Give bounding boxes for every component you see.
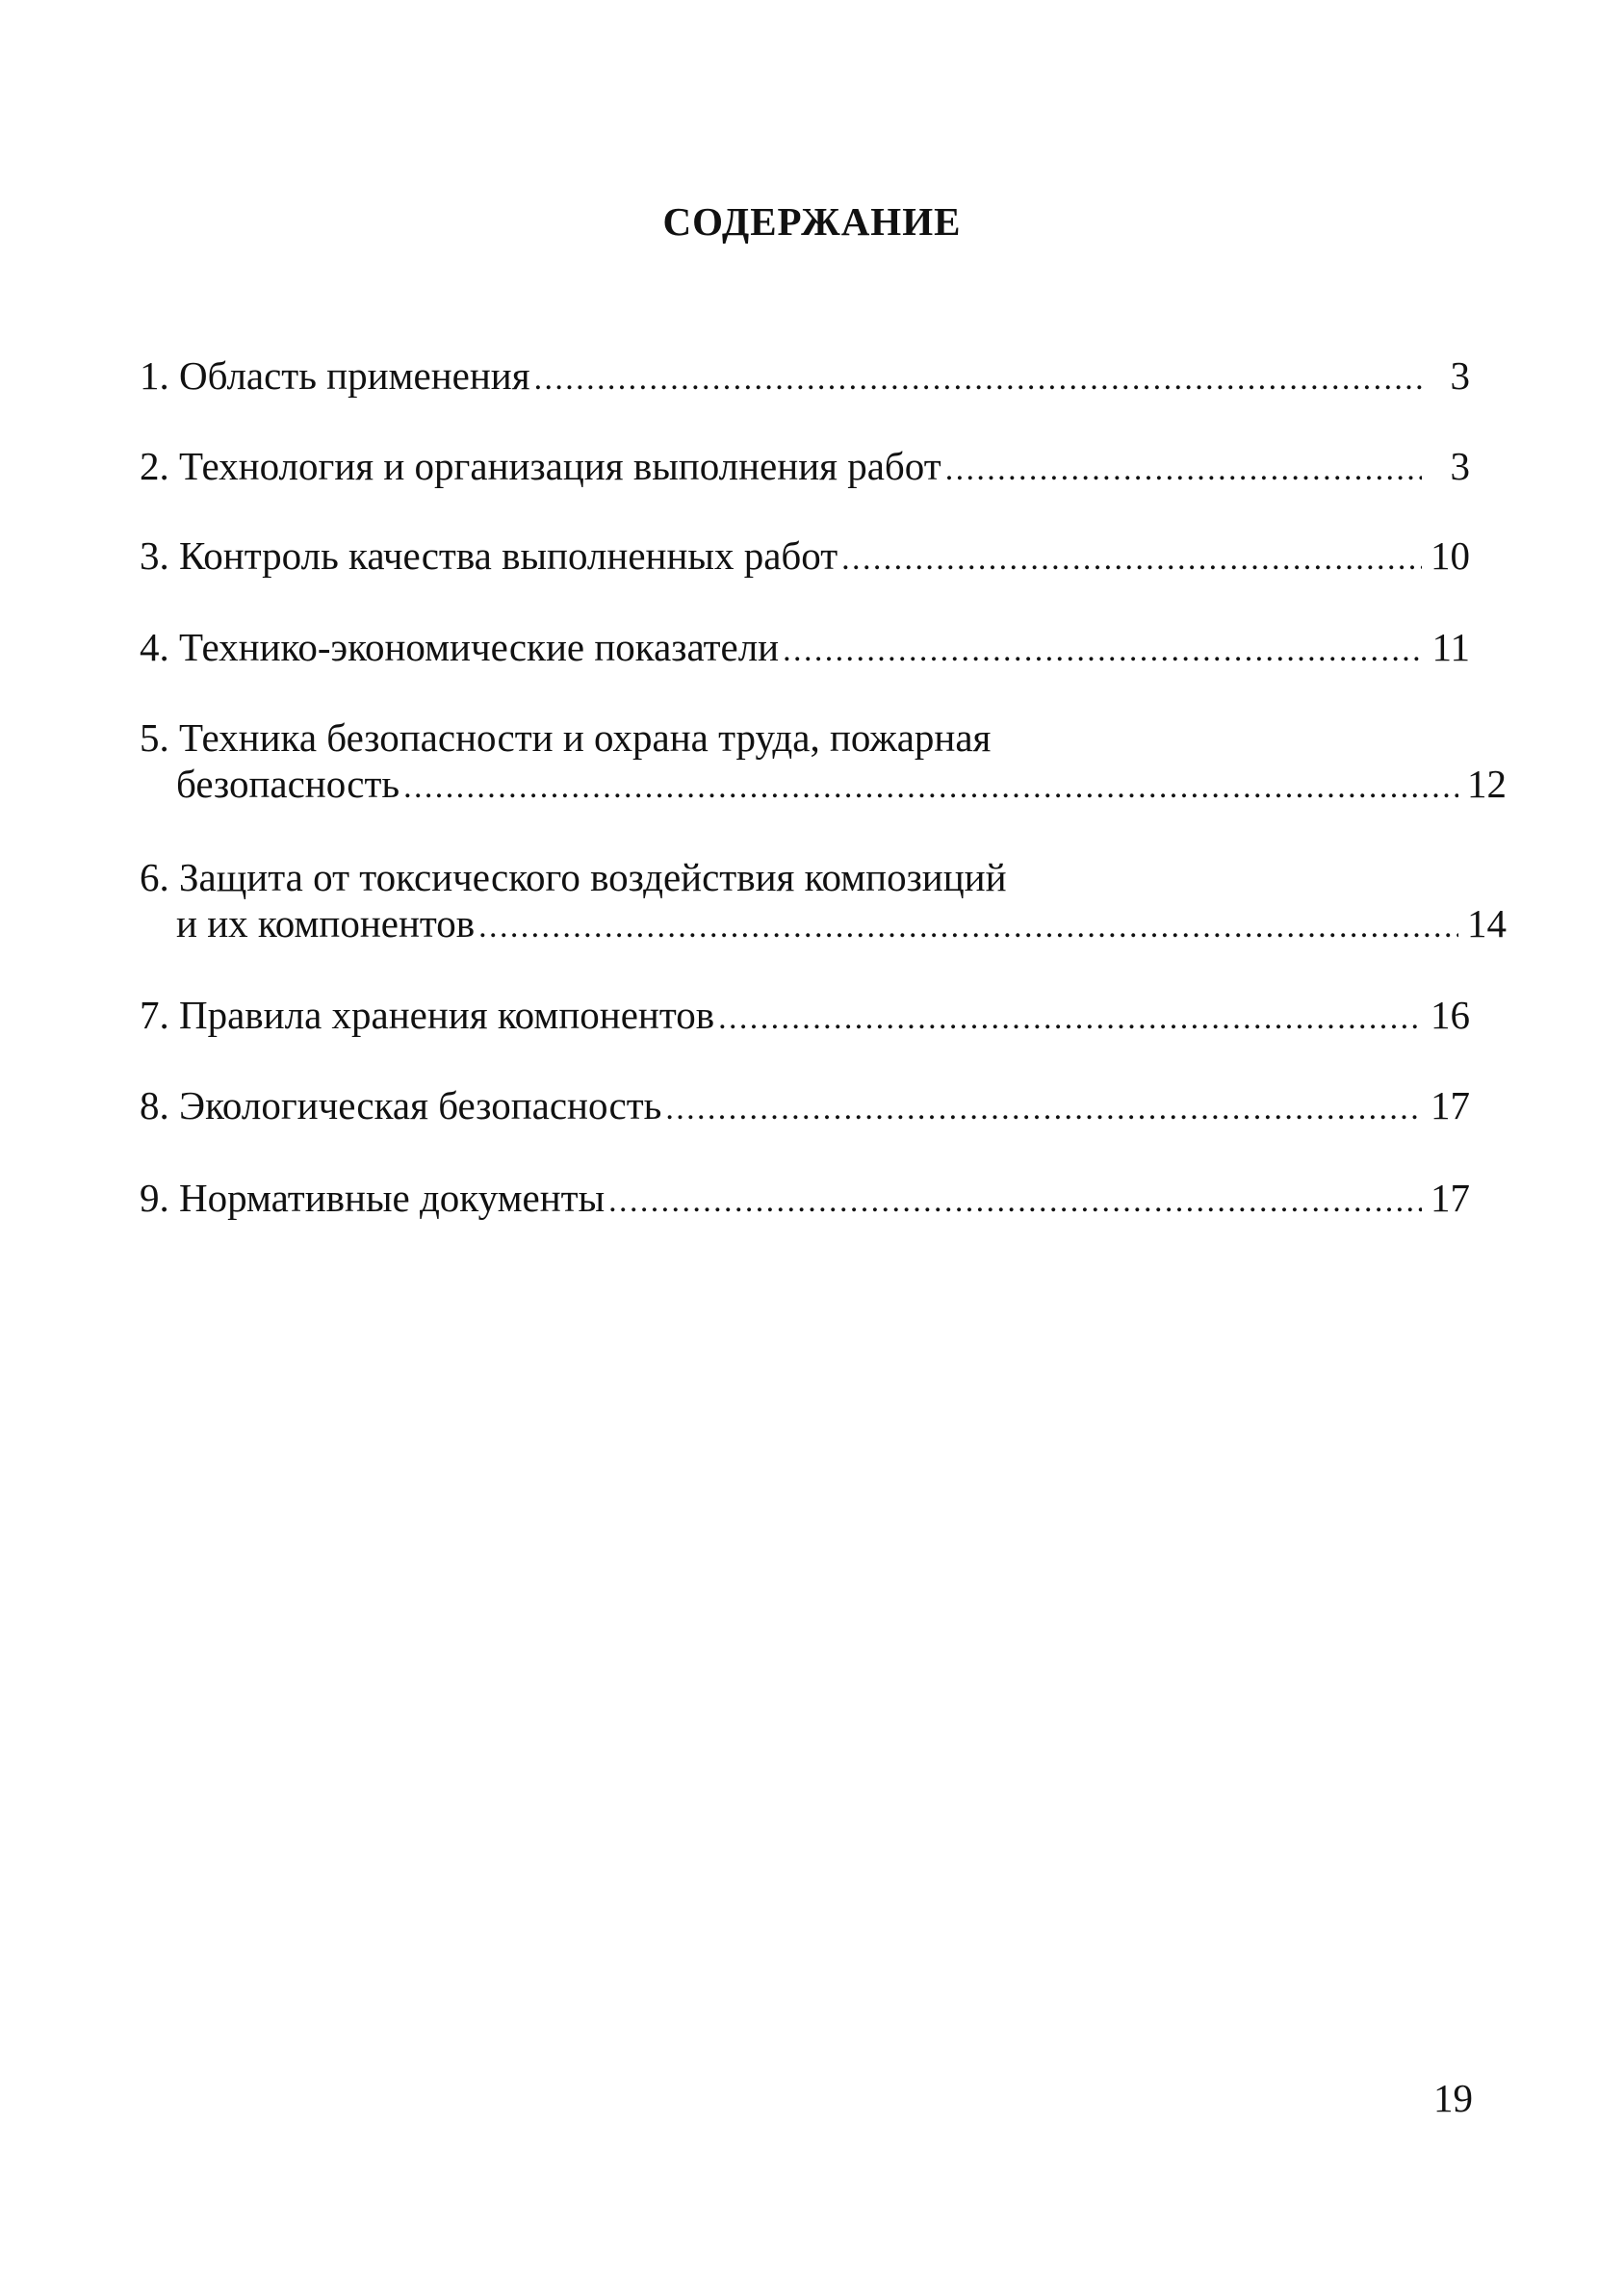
toc-page-number: 11 <box>1431 625 1470 669</box>
dot-leader <box>534 356 1422 402</box>
toc-entry-9 <box>140 1175 1470 1225</box>
toc-line <box>140 352 1470 402</box>
toc-page-number: 10 <box>1431 533 1470 578</box>
toc-entry-2 <box>140 443 1470 493</box>
dot-leader <box>783 628 1422 674</box>
toc-page-number: 3 <box>1450 353 1470 398</box>
toc-entry-title: 4. Технико-экономические показатели <box>140 625 780 669</box>
toc-entry-4 <box>140 624 1470 674</box>
toc-line <box>140 624 1470 674</box>
toc-entry-title: 8. Экологическая безопасность <box>140 1083 662 1127</box>
toc-line <box>140 532 1470 583</box>
toc-entry-6 <box>140 854 1507 950</box>
toc-line <box>140 443 1470 493</box>
toc-entry-title: 5. Техника безопасности и охрана труда, пожарная <box>140 715 992 760</box>
dot-leader <box>478 904 1458 950</box>
toc-line <box>140 992 1470 1042</box>
toc-entry-title: 1. Область применения <box>140 353 530 398</box>
toc-entry-3 <box>140 532 1470 583</box>
toc-page-number: 12 <box>1467 762 1507 806</box>
toc-line-continuation <box>140 900 1507 950</box>
dot-leader <box>665 1086 1422 1132</box>
page-title: СОДЕРЖАНИЕ <box>662 199 962 244</box>
toc-entry-title-continuation: и их компонентов <box>176 901 476 946</box>
toc-entry-title: 9. Нормативные документы <box>140 1176 606 1220</box>
toc-page-number: 3 <box>1450 444 1470 488</box>
toc-page-number: 17 <box>1431 1083 1470 1127</box>
toc-page-number: 14 <box>1467 901 1507 946</box>
toc-page-number: 17 <box>1431 1176 1470 1220</box>
toc-line <box>140 854 1470 900</box>
dot-leader <box>841 536 1422 583</box>
toc-entry-title-continuation: безопасность <box>176 762 400 806</box>
dot-leader <box>945 447 1422 493</box>
toc-entry-title: 6. Защита от токсического воздействия композиций <box>140 855 1007 899</box>
toc-entry-1 <box>140 352 1470 402</box>
toc-line <box>140 1082 1470 1132</box>
toc-entry-5 <box>140 714 1507 811</box>
toc-entry-8 <box>140 1082 1470 1132</box>
toc-entry-title: 2. Технология и организация выполнения работ <box>140 444 941 488</box>
toc-line <box>140 1175 1470 1225</box>
toc-page-number: 16 <box>1431 993 1470 1037</box>
toc-entry-title: 7. Правила хранения компонентов <box>140 993 715 1037</box>
toc-entry-title: 3. Контроль качества выполненных работ <box>140 533 838 578</box>
toc-line <box>140 714 1470 761</box>
dot-leader <box>608 1179 1422 1225</box>
dot-leader <box>718 996 1422 1042</box>
toc-line-continuation <box>140 761 1507 811</box>
dot-leader <box>403 764 1458 811</box>
page-number: 19 <box>1433 2076 1473 2120</box>
toc-entry-7 <box>140 992 1470 1042</box>
